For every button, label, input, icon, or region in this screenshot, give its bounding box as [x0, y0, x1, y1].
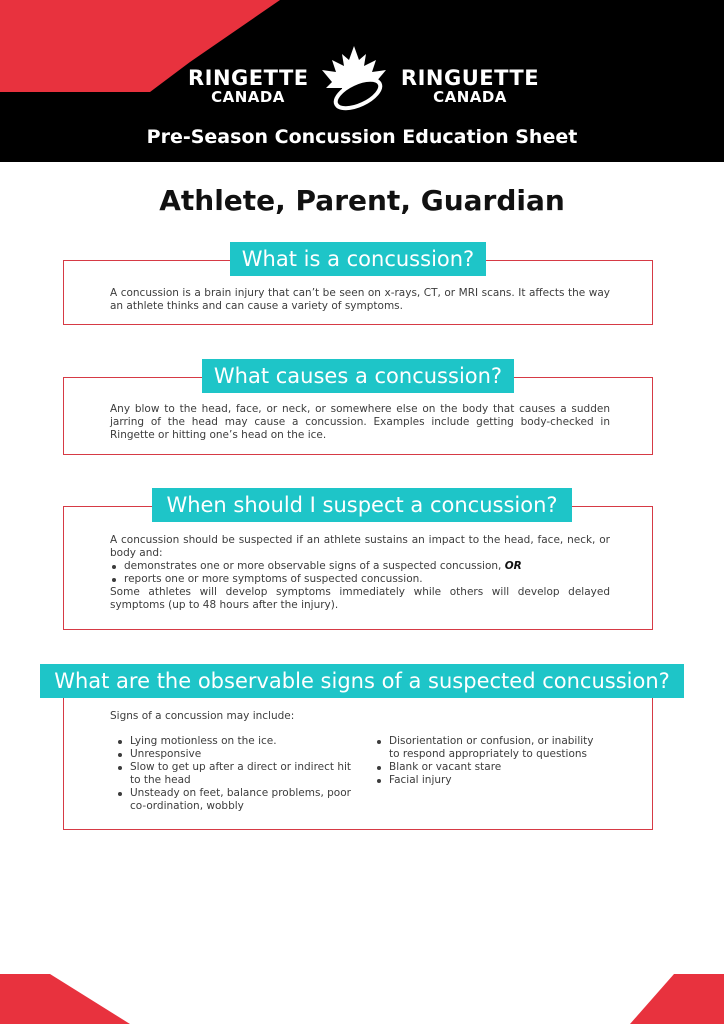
logo-text-canada-en: CANADA	[211, 88, 285, 106]
list-item: Facial injury	[375, 774, 600, 787]
suspect-outro: Some athletes will develop symptoms immediately while others will develop delayed symptoms (up to 48 hours after the injury).	[110, 586, 610, 611]
list-item: Unsteady on feet, balance problems, poor co-ordination, wobbly	[116, 787, 356, 813]
signs-intro: Signs of a concussion may include:	[110, 710, 295, 722]
list-item: Unresponsive	[116, 748, 356, 761]
list-item: reports one or more symptoms of suspected concussion.	[110, 573, 610, 586]
logo-text-ringuette: RINGUETTE	[400, 66, 540, 90]
causes-heading: What causes a concussion?	[202, 359, 514, 393]
logo-text-canada-fr: CANADA	[433, 88, 507, 106]
what-is-text: A concussion is a brain injury that can’t be seen on x-rays, CT, or MRI scans. It affects the way an athlete thinks and can cause a variety of symptoms.	[110, 287, 610, 312]
suspect-intro: A concussion should be suspected if an athlete sustains an impact to the head, face, neck, or body and:	[110, 534, 610, 559]
suspect-content	[110, 534, 610, 612]
or-emphasis: OR	[504, 560, 522, 572]
red-corner-bottom-right	[630, 974, 724, 1024]
list-item: Slow to get up after a direct or indirect hit to the head	[116, 761, 356, 787]
header-banner	[0, 0, 724, 162]
list-item: Disorientation or confusion, or inability to respond appropriately to questions	[375, 735, 600, 761]
sheet-title: Pre-Season Concussion Education Sheet	[146, 126, 578, 148]
signs-list-right	[375, 735, 600, 787]
what-is-heading: What is a concussion?	[230, 242, 486, 276]
suspect-list	[110, 560, 610, 586]
list-item: Lying motionless on the ice.	[116, 735, 356, 748]
page-title: Athlete, Parent, Guardian	[159, 184, 565, 217]
signs-list-left	[116, 735, 356, 813]
suspect-heading: When should I suspect a concussion?	[152, 488, 572, 522]
suspect-bullet-1: demonstrates one or more observable signs of a suspected concussion,	[124, 560, 502, 572]
causes-text: Any blow to the head, face, or neck, or somewhere else on the body that causes a sudden jarring of the head may cause a concussion. Examples include getting body-checked in Ringette or hitting one’s head on the ice.	[110, 403, 610, 441]
ringette-canada-logo	[188, 44, 538, 114]
red-corner-bottom-left	[0, 974, 130, 1024]
maple-leaf-ring-icon	[314, 44, 394, 114]
logo-text-ringette: RINGETTE	[188, 66, 309, 90]
signs-heading: What are the observable signs of a suspected concussion?	[40, 664, 684, 698]
list-item: Blank or vacant stare	[375, 761, 600, 774]
list-item	[110, 560, 610, 573]
